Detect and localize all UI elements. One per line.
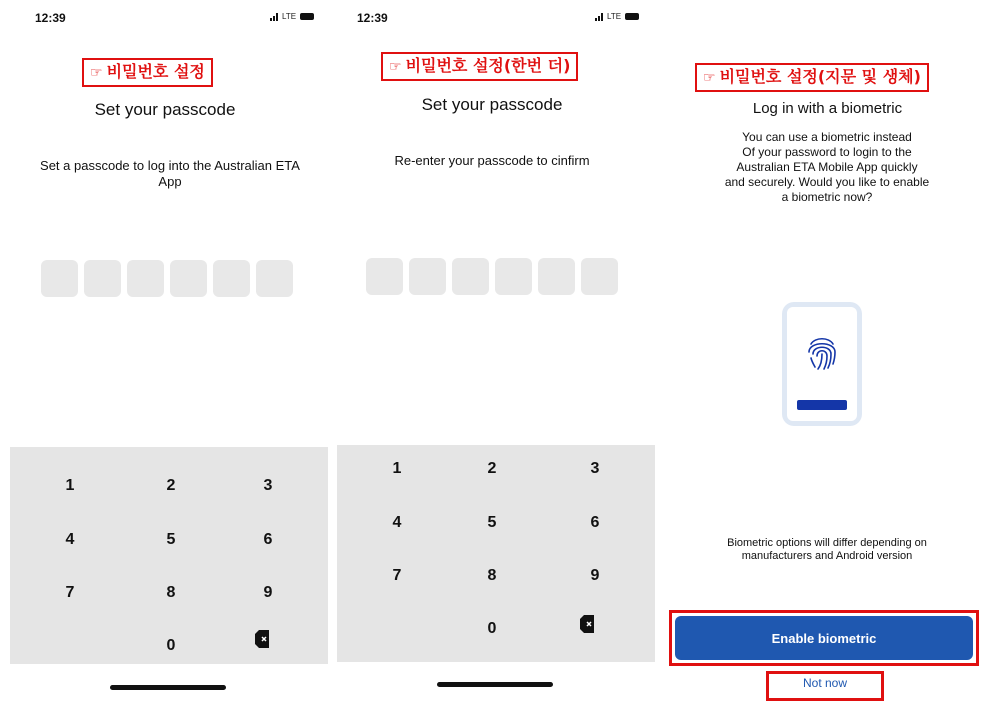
passcode-digit-box bbox=[127, 260, 164, 297]
key-6[interactable]: 6 bbox=[590, 514, 600, 531]
fingerprint-icon bbox=[806, 334, 838, 372]
status-icons bbox=[595, 12, 639, 21]
key-1[interactable]: 1 bbox=[392, 460, 402, 477]
biometric-note bbox=[682, 537, 972, 563]
annotation-label: ☞ 비밀번호 설정(한번 더) bbox=[381, 52, 578, 81]
signal-icon bbox=[270, 13, 280, 21]
passcode-digit-box bbox=[581, 258, 618, 295]
enable-biometric-button[interactable]: Enable biometric bbox=[675, 616, 973, 660]
passcode-field[interactable] bbox=[41, 260, 293, 297]
numeric-keypad bbox=[10, 447, 328, 664]
key-2[interactable]: 2 bbox=[487, 460, 497, 477]
note-line: manufacturers and Android version bbox=[741, 550, 913, 562]
key-7[interactable]: 7 bbox=[65, 584, 75, 601]
key-8[interactable]: 8 bbox=[166, 584, 176, 601]
not-now-highlight bbox=[766, 671, 884, 701]
enable-button-highlight bbox=[669, 610, 979, 666]
key-8[interactable]: 8 bbox=[487, 567, 497, 584]
status-time: 12:39 bbox=[35, 11, 66, 25]
key-1[interactable]: 1 bbox=[65, 477, 75, 494]
home-indicator[interactable] bbox=[110, 685, 226, 690]
key-3[interactable]: 3 bbox=[263, 477, 273, 494]
passcode-digit-box bbox=[170, 260, 207, 297]
home-indicator[interactable] bbox=[437, 682, 553, 687]
key-9[interactable]: 9 bbox=[590, 567, 600, 584]
page-description bbox=[682, 130, 972, 205]
passcode-digit-box bbox=[213, 260, 250, 297]
backspace-icon[interactable] bbox=[255, 630, 269, 648]
battery-icon bbox=[300, 13, 314, 20]
pointing-hand-icon: ☞ bbox=[703, 70, 716, 86]
description-line: a biometric now? bbox=[781, 190, 873, 204]
description-line: and securely. Would you like to enable bbox=[724, 175, 930, 189]
description-line: Of your password to login to the bbox=[742, 145, 912, 159]
key-4[interactable]: 4 bbox=[65, 531, 75, 548]
not-now-link[interactable]: Not now bbox=[802, 676, 848, 690]
annotation-label: ☞ 비밀번호 설정 bbox=[82, 58, 213, 87]
page-title: Log in with a biometric bbox=[752, 100, 903, 117]
key-3[interactable]: 3 bbox=[590, 460, 600, 477]
battery-icon bbox=[625, 13, 639, 20]
key-4[interactable]: 4 bbox=[392, 514, 402, 531]
signal-icon bbox=[595, 13, 605, 21]
key-9[interactable]: 9 bbox=[263, 584, 273, 601]
passcode-digit-box bbox=[256, 260, 293, 297]
passcode-digit-box bbox=[452, 258, 489, 295]
passcode-digit-box bbox=[41, 260, 78, 297]
note-line: Biometric options will differ depending on bbox=[727, 537, 927, 549]
key-5[interactable]: 5 bbox=[487, 514, 497, 531]
description-line: Australian ETA Mobile App quickly bbox=[736, 160, 918, 174]
passcode-digit-box bbox=[409, 258, 446, 295]
page-description: Set a passcode to log into the Australian ETA App bbox=[40, 158, 300, 189]
annotation-label: ☞ 비밀번호 설정(지문 및 생체) bbox=[695, 63, 929, 92]
page-title: Set your passcode bbox=[421, 95, 563, 114]
page-title: Set your passcode bbox=[94, 100, 236, 119]
status-time: 12:39 bbox=[357, 11, 388, 25]
key-6[interactable]: 6 bbox=[263, 531, 273, 548]
pointing-hand-icon: ☞ bbox=[389, 59, 402, 75]
key-7[interactable]: 7 bbox=[392, 567, 402, 584]
key-0[interactable]: 0 bbox=[166, 637, 176, 654]
numeric-keypad bbox=[337, 445, 655, 662]
key-2[interactable]: 2 bbox=[166, 477, 176, 494]
passcode-digit-box bbox=[84, 260, 121, 297]
backspace-icon[interactable] bbox=[580, 615, 594, 633]
status-icons bbox=[270, 12, 314, 21]
network-label: LTE bbox=[607, 12, 622, 21]
passcode-digit-box bbox=[538, 258, 575, 295]
network-label: LTE bbox=[282, 12, 297, 21]
passcode-field[interactable] bbox=[366, 258, 618, 295]
key-0[interactable]: 0 bbox=[487, 620, 497, 637]
biometric-setup-screen bbox=[662, 0, 997, 703]
pointing-hand-icon: ☞ bbox=[90, 65, 103, 81]
passcode-confirm-screen bbox=[337, 0, 655, 703]
progress-bar bbox=[797, 400, 847, 410]
key-5[interactable]: 5 bbox=[166, 531, 176, 548]
description-line: You can use a biometric instead bbox=[742, 130, 912, 144]
page-description: Re-enter your passcode to cinfirm bbox=[394, 153, 590, 168]
passcode-digit-box bbox=[495, 258, 532, 295]
passcode-digit-box bbox=[366, 258, 403, 295]
phone-illustration bbox=[782, 302, 862, 426]
passcode-setup-screen bbox=[0, 0, 330, 703]
